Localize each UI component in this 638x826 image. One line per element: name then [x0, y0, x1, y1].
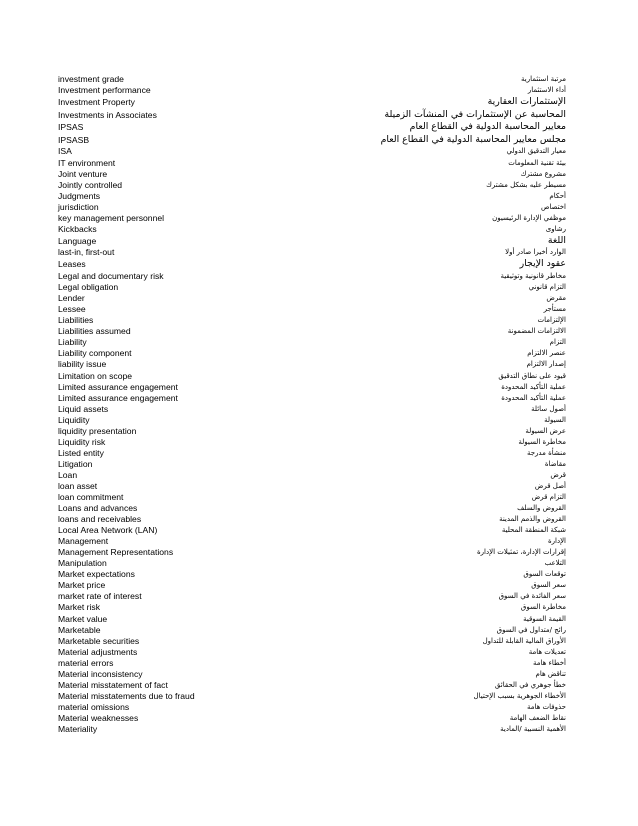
arabic-term: حذوفات هامة: [526, 702, 566, 711]
english-term: Market risk: [58, 602, 101, 613]
arabic-term: توقعات السوق: [523, 570, 566, 579]
arabic-term: تناقض هام: [535, 669, 566, 678]
glossary-row: [58, 503, 566, 514]
english-term: investment grade: [58, 74, 124, 84]
glossary-row: [58, 315, 566, 326]
arabic-term: عنصر الالتزام: [527, 349, 566, 358]
english-term: Lender: [58, 293, 85, 304]
english-term: Investment performance: [58, 85, 151, 96]
glossary-row: [58, 558, 566, 569]
english-term: loans and receivables: [58, 514, 142, 525]
glossary-row: [58, 713, 566, 724]
english-term: liability issue: [58, 359, 107, 370]
arabic-term: أداء الاستثمار: [527, 86, 566, 95]
english-term: Market price: [58, 580, 106, 591]
glossary-row: [58, 158, 566, 169]
arabic-term: اللغة: [547, 234, 566, 246]
english-term: Lessee: [58, 304, 86, 315]
glossary-row: [58, 514, 566, 525]
english-term: Management: [58, 536, 109, 547]
english-term: ISA: [58, 146, 72, 157]
english-term: Investments in Associates: [58, 109, 157, 120]
glossary-row: [58, 271, 566, 282]
arabic-term: التلاعب: [544, 559, 566, 568]
glossary-row: [58, 525, 566, 536]
arabic-term: مقرض: [546, 294, 566, 303]
glossary-row: [58, 121, 566, 134]
arabic-term: مقاضاة: [544, 459, 566, 468]
english-term: Liquid assets: [58, 403, 109, 414]
glossary-row: [58, 247, 566, 258]
english-term: Market value: [58, 613, 108, 624]
arabic-term: القروض والذمم المدينة: [499, 515, 566, 524]
glossary-row: [58, 146, 566, 157]
english-term: jurisdiction: [58, 201, 99, 212]
arabic-term: السيولة: [544, 415, 566, 424]
glossary-row: [58, 580, 566, 591]
english-term: Market expectations: [58, 569, 135, 580]
glossary-row: [58, 669, 566, 680]
english-term: Liabilities: [58, 315, 94, 326]
glossary-row: [58, 235, 566, 248]
glossary-row: [58, 426, 566, 437]
english-term: IT environment: [58, 157, 116, 168]
glossary-row: [58, 415, 566, 426]
glossary-row: [58, 536, 566, 547]
arabic-term: التزام قانوني: [528, 283, 566, 292]
glossary-row: [58, 337, 566, 348]
arabic-term: بيئة تقنية المعلومات: [508, 158, 566, 167]
arabic-term: خطأ جوهري في الحقائق: [494, 680, 566, 689]
arabic-term: عملية التأكيد المحدودة: [501, 382, 566, 391]
glossary-row: [58, 691, 566, 702]
arabic-term: مسيطر عليه بشكل مشترك: [486, 180, 566, 189]
glossary-row: [58, 404, 566, 415]
arabic-term: أصول سائلة: [531, 404, 566, 413]
glossary-row: [58, 602, 566, 613]
arabic-term: معايير المحاسبة الدولية في القطاع العام: [409, 121, 566, 133]
english-term: Limitation on scope: [58, 370, 133, 381]
glossary-list: [58, 74, 566, 735]
glossary-row: [58, 614, 566, 625]
english-term: loan asset: [58, 480, 98, 491]
english-term: Material misstatement of fact: [58, 679, 168, 690]
glossary-row: [58, 224, 566, 235]
arabic-term: مستأجر: [543, 305, 566, 314]
arabic-term: شبكة المنطقة المحلية: [501, 526, 566, 535]
glossary-row: [58, 109, 566, 122]
glossary-row: [58, 702, 566, 713]
arabic-term: قيود على نطاق التدقيق: [498, 371, 566, 380]
english-term: Liability: [58, 337, 87, 348]
english-term: Marketable securities: [58, 635, 140, 646]
glossary-row: [58, 658, 566, 669]
arabic-term: التزام: [549, 338, 566, 347]
english-term: Materiality: [58, 724, 98, 734]
arabic-term: مخاطر قانونية وتوثيقية: [500, 272, 566, 281]
glossary-row: [58, 348, 566, 359]
glossary-row: [58, 470, 566, 481]
english-term: Marketable: [58, 624, 101, 635]
arabic-term: الإستثمارات العقارية: [487, 96, 566, 108]
english-term: Management Representations: [58, 547, 174, 558]
glossary-row: [58, 180, 566, 191]
arabic-term: رائج /متداول في السوق: [496, 625, 566, 634]
glossary-row: [58, 169, 566, 180]
glossary-row: [58, 382, 566, 393]
english-term: Liquidity risk: [58, 436, 106, 447]
arabic-term: أخطاء هامة: [533, 658, 566, 667]
glossary-row: [58, 359, 566, 370]
english-term: Limited assurance engagement: [58, 392, 178, 403]
glossary-row: [58, 74, 566, 85]
glossary-row: [58, 625, 566, 636]
english-term: Litigation: [58, 458, 93, 469]
english-term: liquidity presentation: [58, 425, 137, 436]
arabic-term: القيمة السوقية: [523, 614, 566, 623]
glossary-row: [58, 647, 566, 658]
glossary-row: [58, 258, 566, 271]
english-term: Material adjustments: [58, 646, 138, 657]
arabic-term: سعر الفائدة في السوق: [498, 592, 566, 601]
arabic-term: الأهمية النسبية /المادية: [500, 725, 566, 733]
arabic-term: قرض: [550, 470, 566, 479]
arabic-term: أحكام: [549, 191, 566, 200]
glossary-row: [58, 636, 566, 647]
english-term: key management personnel: [58, 212, 165, 223]
english-term: Material inconsistency: [58, 668, 143, 679]
arabic-term: رشاوى: [545, 224, 566, 233]
glossary-row: [58, 191, 566, 202]
english-term: Legal and documentary risk: [58, 271, 164, 282]
english-term: last-in, first-out: [58, 247, 115, 258]
glossary-row: [58, 326, 566, 337]
glossary-row: [58, 371, 566, 382]
arabic-term: عقود الإيجار: [519, 258, 566, 270]
arabic-term: تعديلات هامة: [528, 647, 566, 656]
english-term: Joint venture: [58, 168, 108, 179]
glossary-row: [58, 591, 566, 602]
english-term: Investment Property: [58, 97, 135, 108]
arabic-term: المحاسبة عن الإستثمارات في المنشآت الزميلة: [384, 108, 566, 120]
english-term: Liquidity: [58, 414, 90, 425]
english-term: Listed entity: [58, 447, 104, 458]
arabic-term: اختصاص: [540, 202, 566, 211]
glossary-row: [58, 134, 566, 147]
english-term: Liability component: [58, 348, 132, 359]
arabic-term: التزام قرض: [531, 493, 566, 502]
arabic-term: إصدار الالتزام: [526, 360, 566, 369]
english-term: Material weaknesses: [58, 712, 139, 723]
glossary-row: [58, 481, 566, 492]
glossary-row: [58, 85, 566, 96]
arabic-term: إقرارات الإدارة، تمثيلات الإدارة: [476, 548, 566, 557]
glossary-row: [58, 304, 566, 315]
glossary-row: [58, 492, 566, 503]
arabic-term: الأخطاء الجوهرية بسبب الإحتيال: [473, 691, 566, 700]
arabic-term: مخاطرة السيولة: [518, 437, 566, 446]
arabic-term: عرض السيولة: [525, 426, 566, 435]
english-term: Judgments: [58, 190, 101, 201]
arabic-term: أصل قرض: [534, 481, 566, 490]
glossary-row: [58, 437, 566, 448]
arabic-term: عملية التأكيد المحدودة: [501, 393, 566, 402]
english-term: material errors: [58, 657, 114, 668]
glossary-row: [58, 569, 566, 580]
arabic-term: مخاطرة السوق: [520, 603, 566, 612]
arabic-term: مجلس معايير المحاسبة الدولية في القطاع العام: [380, 133, 566, 145]
arabic-term: معيار التدقيق الدولي: [506, 147, 566, 156]
glossary-row: [58, 282, 566, 293]
english-term: Legal obligation: [58, 282, 119, 293]
glossary-row: [58, 213, 566, 224]
glossary-row: [58, 448, 566, 459]
english-term: Limited assurance engagement: [58, 381, 178, 392]
glossary-row: [58, 724, 566, 735]
arabic-term: الوارد أخيرا صادر أولا: [505, 248, 566, 257]
english-term: Jointly controlled: [58, 179, 123, 190]
glossary-row: [58, 459, 566, 470]
arabic-term: نقاط الضعف الهامة: [509, 713, 566, 722]
english-term: Manipulation: [58, 558, 107, 569]
arabic-term: الإلتزامات: [537, 316, 566, 325]
english-term: Local Area Network (LAN): [58, 525, 158, 536]
glossary-row: [58, 680, 566, 691]
english-term: Leases: [58, 259, 86, 270]
arabic-term: مرتبة استثمارية: [521, 75, 566, 83]
glossary-row: [58, 393, 566, 404]
english-term: Language: [58, 235, 97, 246]
english-term: Loan: [58, 469, 78, 480]
english-term: IPSASB: [58, 134, 90, 145]
english-term: Loans and advances: [58, 503, 138, 514]
english-term: loan commitment: [58, 492, 124, 503]
arabic-term: القروض والسلف: [517, 504, 566, 513]
glossary-row: [58, 96, 566, 109]
english-term: market rate of interest: [58, 591, 142, 602]
english-term: Liabilities assumed: [58, 326, 131, 337]
arabic-term: الالتزامات المضمونة: [507, 327, 566, 336]
arabic-term: الإدارة: [547, 537, 566, 546]
glossary-row: [58, 293, 566, 304]
english-term: Material misstatements due to fraud: [58, 690, 195, 701]
english-term: material omissions: [58, 701, 130, 712]
arabic-term: موظفي الإدارة الرئيسيون: [492, 213, 566, 222]
glossary-row: [58, 202, 566, 213]
english-term: IPSAS: [58, 122, 84, 133]
english-term: Kickbacks: [58, 223, 97, 234]
arabic-term: سعر السوق: [531, 581, 566, 590]
arabic-term: الأوراق المالية القابلة للتداول: [482, 636, 566, 645]
glossary-row: [58, 547, 566, 558]
arabic-term: منشأة مدرجة: [526, 448, 566, 457]
arabic-term: مشروع مشترك: [520, 169, 566, 178]
